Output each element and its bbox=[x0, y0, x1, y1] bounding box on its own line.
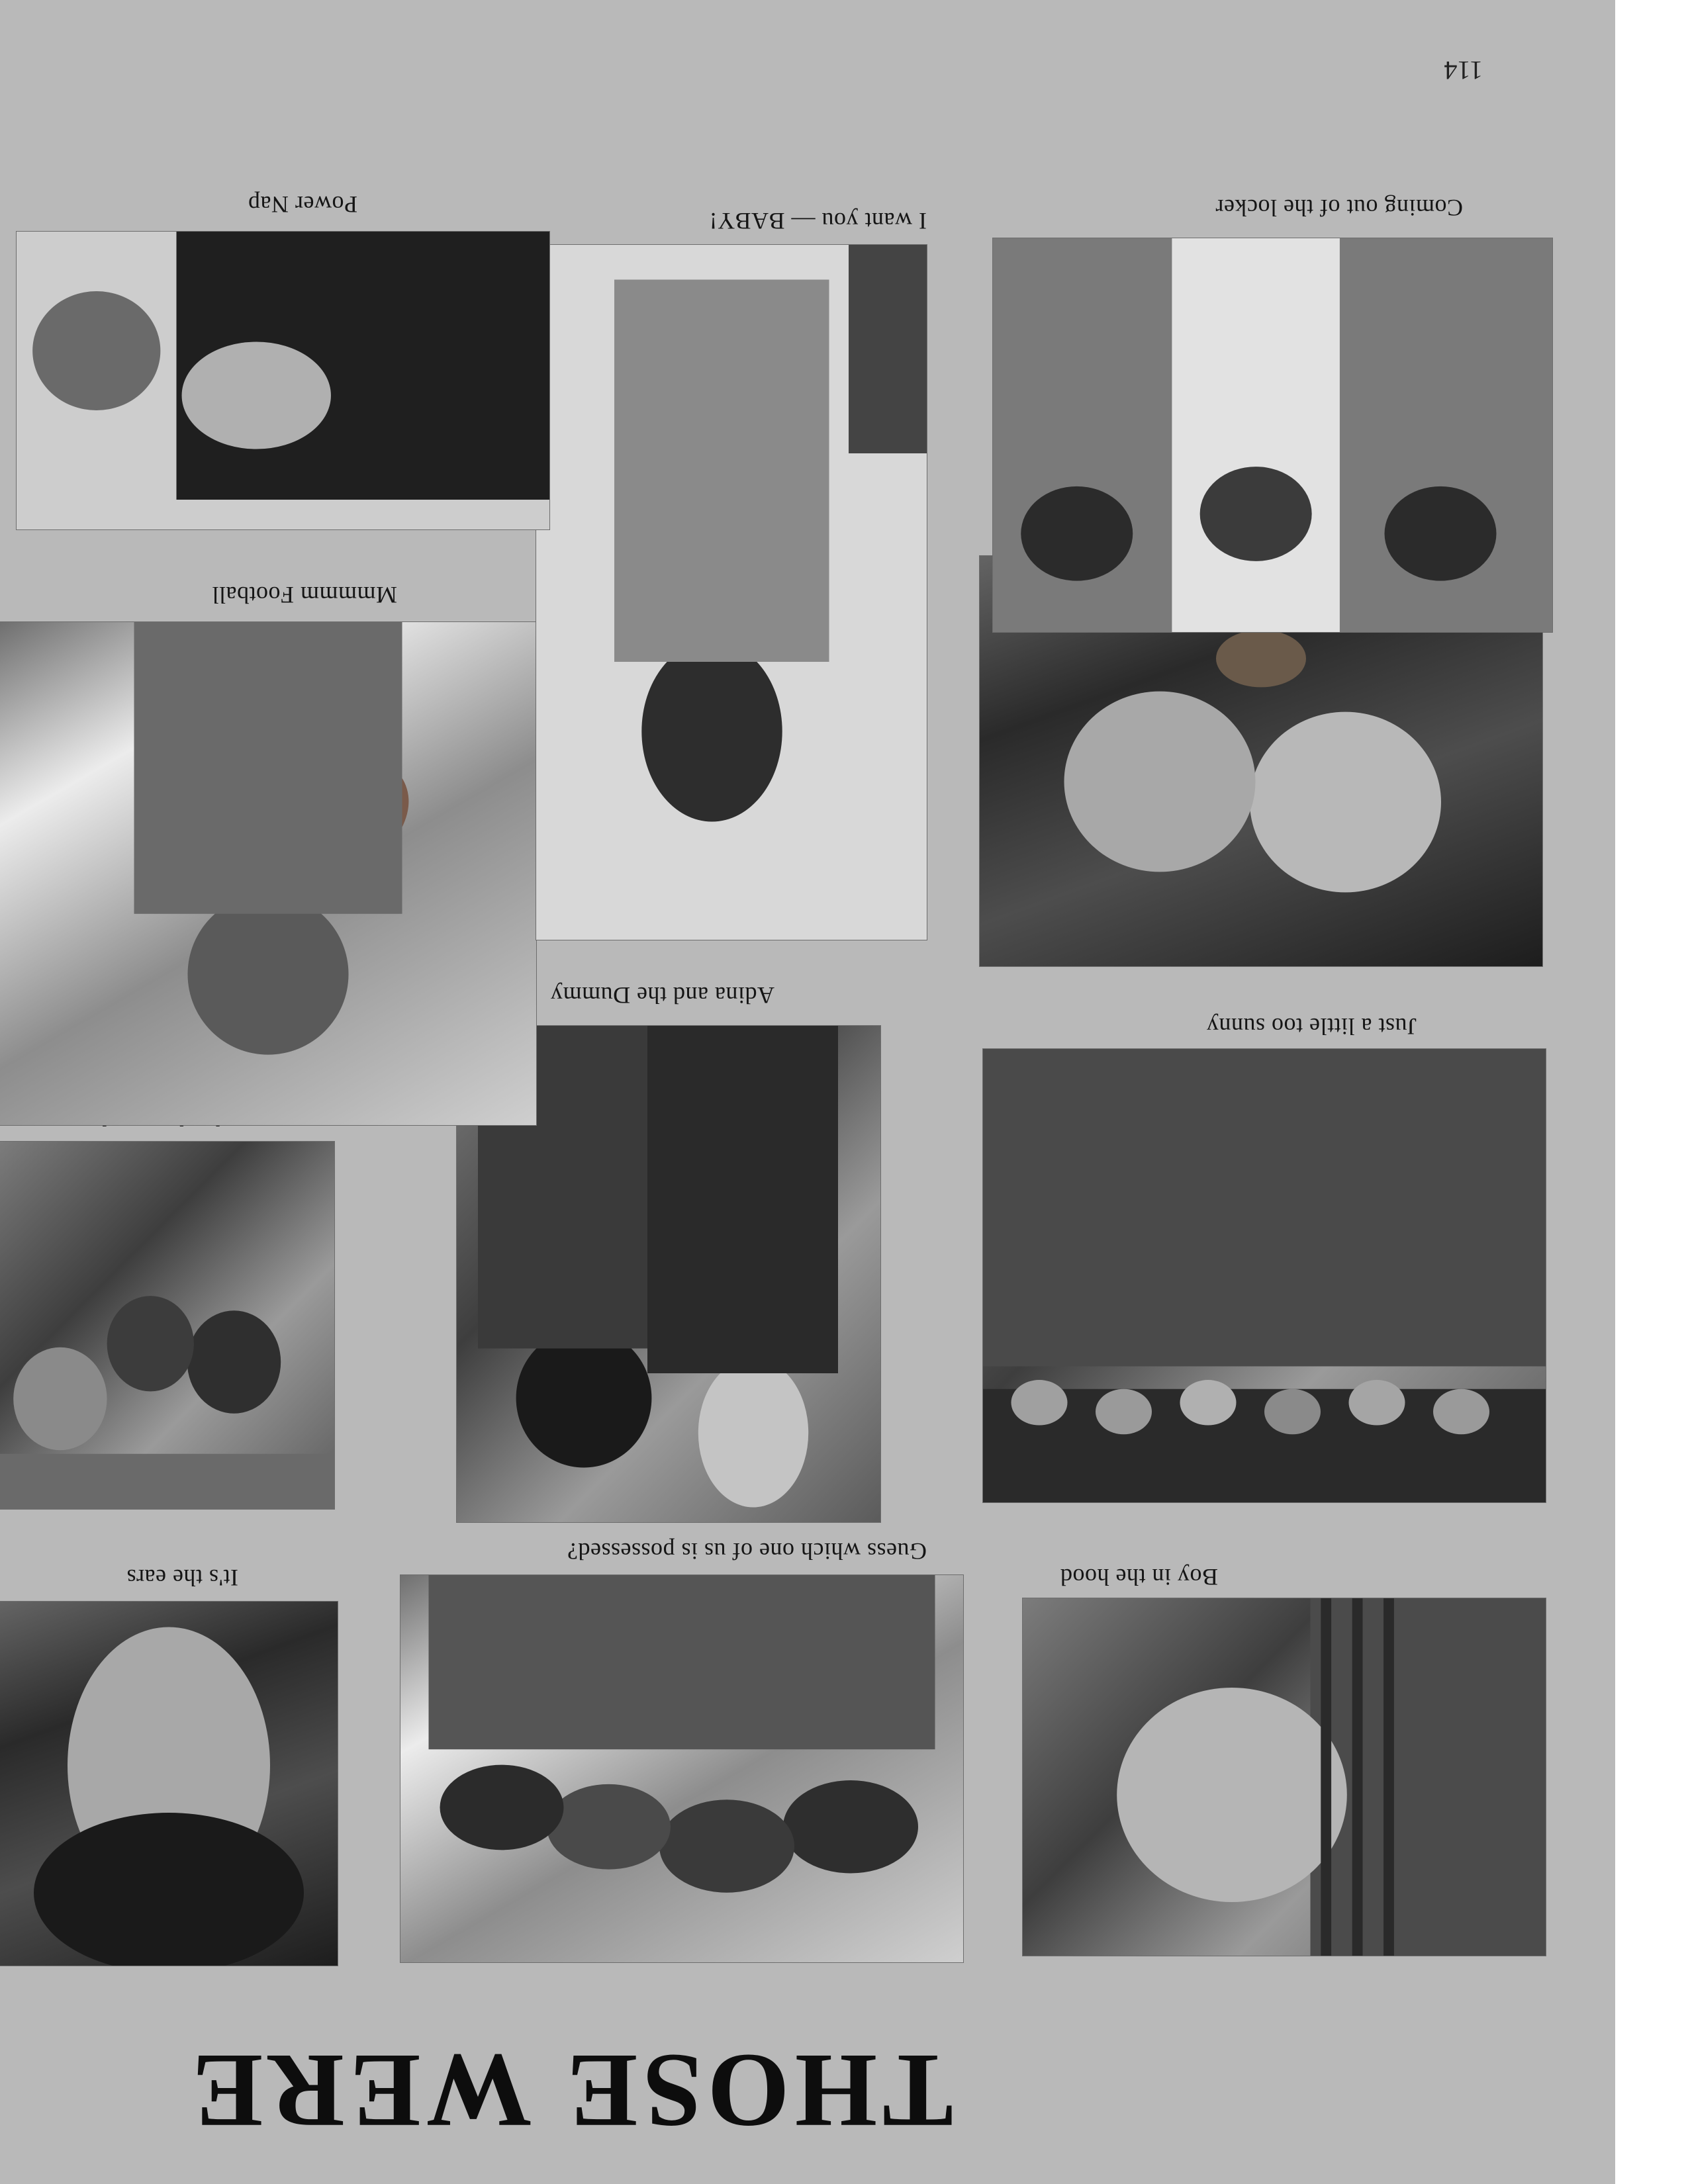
caption-its-the-ears: It's the ears bbox=[126, 1565, 238, 1591]
photo-boy-in-the-hood bbox=[1023, 1598, 1546, 1956]
caption-coming-out-locker: Coming out of the locker bbox=[1215, 195, 1463, 221]
page-title: THOSE WERE bbox=[187, 2032, 953, 2150]
photo-power-nap bbox=[17, 232, 549, 529]
caption-little-too-sunny: Just a little too sunny bbox=[1206, 1013, 1417, 1040]
caption-mmmmm-football: Mmmmm Football bbox=[211, 582, 397, 608]
photo-guess-possessed bbox=[400, 1575, 963, 1962]
photo-stop-it bbox=[0, 1142, 334, 1509]
photo-little-too-sunny bbox=[983, 1049, 1546, 1502]
photo-mmmmm-football bbox=[0, 622, 536, 1125]
caption-boy-in-the-hood: Boy in the hood bbox=[1060, 1564, 1218, 1590]
page-number: 114 bbox=[1444, 56, 1483, 85]
caption-adina-dummy: Adina and the Dummy bbox=[550, 982, 774, 1009]
photo-its-the-ears bbox=[0, 1602, 338, 1966]
caption-guess-possessed: Guess which one of us is possessed? bbox=[567, 1538, 927, 1565]
caption-power-nap: Power Nap bbox=[248, 191, 357, 218]
photo-coming-out-locker bbox=[993, 238, 1552, 632]
photo-i-want-you-baby bbox=[536, 245, 927, 940]
caption-i-want-you-baby: I want you — BABY! bbox=[709, 208, 927, 234]
